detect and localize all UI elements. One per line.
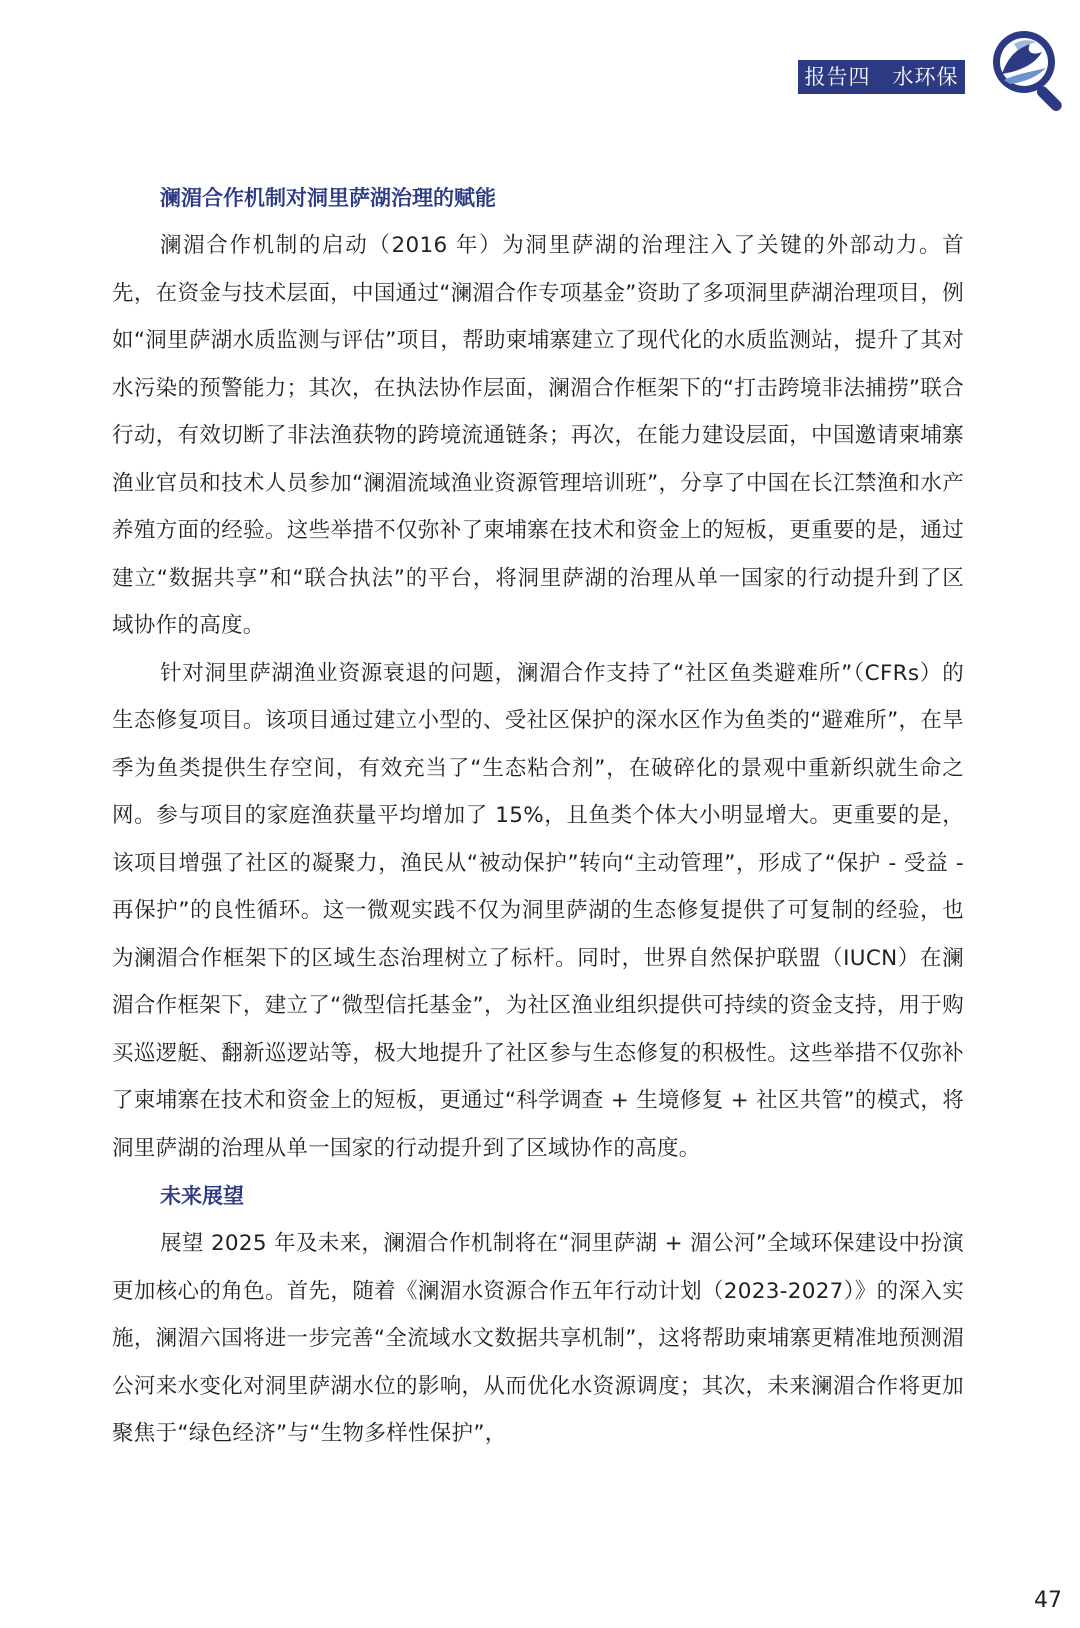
section-title-outlook: 未来展望 xyxy=(160,1183,244,1208)
section-title-mechanism: 澜湄合作机制对洞里萨湖治理的赋能 xyxy=(160,185,496,210)
paragraph: 澜湄合作机制的启动（2016 年）为洞里萨湖的治理注入了关键的外部动力。首先，在资金与技术层面，中国通过“澜湄合作专项基金”资助了多项洞里萨湖治理项目，例如“洞里萨湖水质监测与评估”项目，帮助柬埔寨建立了现代化的水质监测站，提升了其对水污染的预警能力；其次，在执法协作层面，澜湄合作框架下的“打击跨境非法捕捞”联合行动，有效切断了非法渔获物的跨境流通链条；再次，在能力建设层面，中国邀请柬埔寨渔业官员和技术人员参加“澜湄流域渔业资源管理培训班”，分享了中国在长江禁渔和水产养殖方面的经验。这些举措不仅弥补了柬埔寨在技术和资金上的短板，更重要的是，通过建立“数据共享”和“联合执法”的平台，将洞里萨湖的治理从单一国家的行动提升到了区域协作的高度。 xyxy=(112,233,964,638)
page-number: 47 xyxy=(1034,1588,1062,1613)
section-header-tag: 报告四 水环保 xyxy=(798,60,965,94)
paragraph: 展望 2025 年及未来，澜湄合作机制将在“洞里萨湖 + 湄公河”全域环保建设中扮演更加核心的角色。首先，随着《澜湄水资源合作五年行动计划（2023-2027）》的深入实施，澜湄六国将进一步完善“全流域水文数据共享机制”，这将帮助柬埔寨更精准地预测湄公河来水变化对洞里萨湖水位的影响，从而优化水资源调度；其次，未来澜湄合作将更加聚焦于“绿色经济”与“生物多样性保护”， xyxy=(112,1231,964,1446)
report-logo-icon xyxy=(986,22,1076,114)
article-body xyxy=(112,174,964,1458)
paragraph: 针对洞里萨湖渔业资源衰退的问题，澜湄合作支持了“社区鱼类避难所”（CFRs）的生态修复项目。该项目通过建立小型的、受社区保护的深水区作为鱼类的“避难所”，在旱季为鱼类提供生存空间，有效充当了“生态粘合剂”，在破碎化的景观中重新织就生命之网。参与项目的家庭渔获量平均增加了 15%，且鱼类个体大小明显增大。更重要的是，该项目增强了社区的凝聚力，渔民从“被动保护”转向“主动管理”，形成了“保护 - 受益 - 再保护”的良性循环。这一微观实践不仅为洞里萨湖的生态修复提供了可复制的经验，也为澜湄合作框架下的区域生态治理树立了标杆。同时，世界自然保护联盟（IUCN）在澜湄合作框架下，建立了“微型信托基金”，为社区渔业组织提供可持续的资金支持，用于购买巡逻艇、翻新巡逻站等，极大地提升了社区参与生态修复的积极性。这些举措不仅弥补了柬埔寨在技术和资金上的短板，更通过“科学调查 + 生境修复 + 社区共管”的模式，将洞里萨湖的治理从单一国家的行动提升到了区域协作的高度。 xyxy=(112,660,964,1161)
